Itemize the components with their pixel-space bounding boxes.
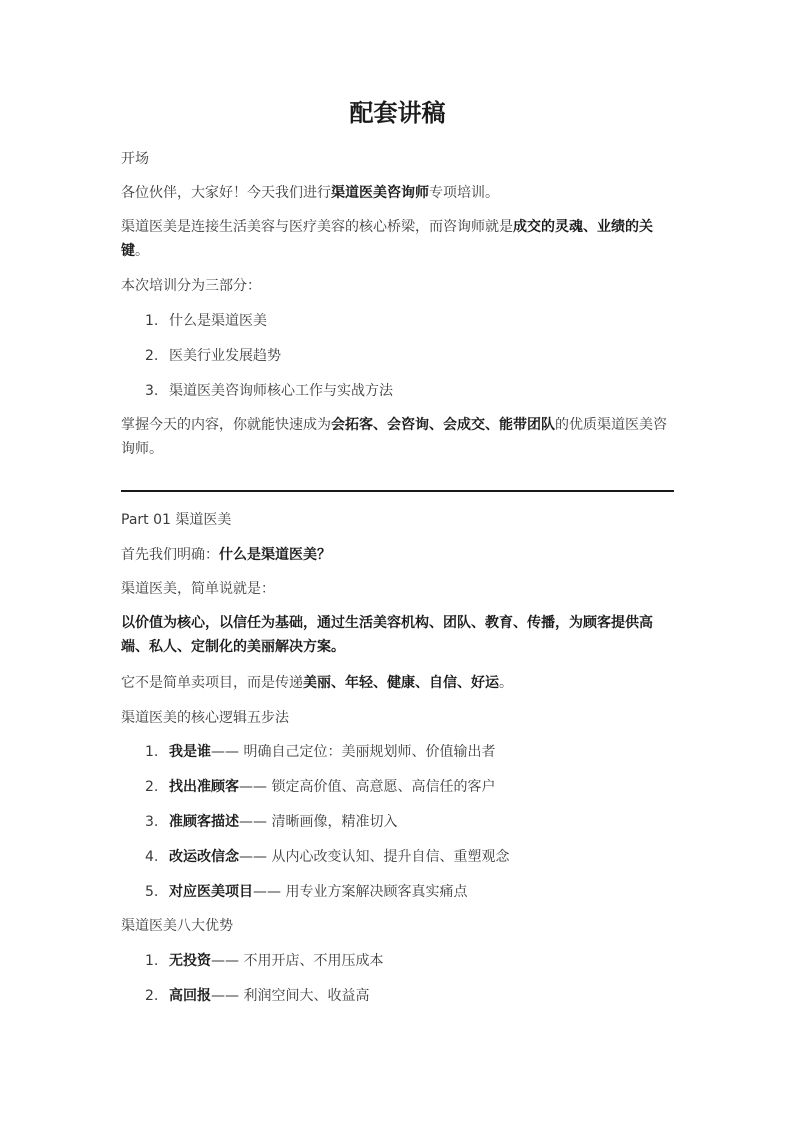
list-item: 4. 改运改信念—— 从内心改变认知、提升自信、重塑观念 [145,849,510,865]
opening-paragraph-2: 渠道医美是连接生活美容与医疗美容的核心桥梁，而咨询师就是成交的灵魂、业绩的关键。 [121,219,653,259]
part1-question: 首先我们明确：什么是渠道医美？ [121,547,331,563]
logic-heading: 渠道医美的核心逻辑五步法 [121,710,289,726]
list-item: 2. 医美行业发展趋势 [145,348,281,364]
list-item: 1. 我是谁—— 明确自己定位：美丽规划师、价值输出者 [145,744,496,760]
list-item: 3. 渠道医美咨询师核心工作与实战方法 [145,383,393,399]
list-item: 3. 准顾客描述—— 清晰画像，精准切入 [145,814,398,830]
opening-paragraph-4: 掌握今天的内容，你就能快速成为会拓客、会咨询、会成交、能带团队的优质渠道医美咨询师。 [121,417,667,457]
list-item: 2. 高回报—— 利润空间大、收益高 [145,988,370,1004]
horizontal-divider [121,490,674,492]
part1-not-statement: 它不是简单卖项目，而是传递美丽、年轻、健康、自信、好运。 [121,675,513,691]
part1-simple: 渠道医美，简单说就是： [121,581,275,597]
advantages-heading: 渠道医美八大优势 [121,918,233,934]
list-item: 1. 什么是渠道医美 [145,313,267,329]
part1-definition: 以价值为核心，以信任为基础，通过生活美容机构、团队、教育、传播，为顾客提供高端、私人、定制化的美丽解决方案。 [121,615,653,655]
part1-heading: Part 01 渠道医美 [121,512,232,528]
opening-paragraph-3: 本次培训分为三部分： [121,278,261,294]
opening-heading: 开场 [121,151,149,167]
opening-paragraph-1: 各位伙伴，大家好！今天我们进行渠道医美咨询师专项培训。 [121,185,499,201]
list-item: 5. 对应医美项目—— 用专业方案解决顾客真实痛点 [145,884,468,900]
page-title: 配套讲稿 [349,99,446,127]
list-item: 2. 找出准顾客—— 锁定高价值、高意愿、高信任的客户 [145,779,496,795]
list-item: 1. 无投资—— 不用开店、不用压成本 [145,953,384,969]
